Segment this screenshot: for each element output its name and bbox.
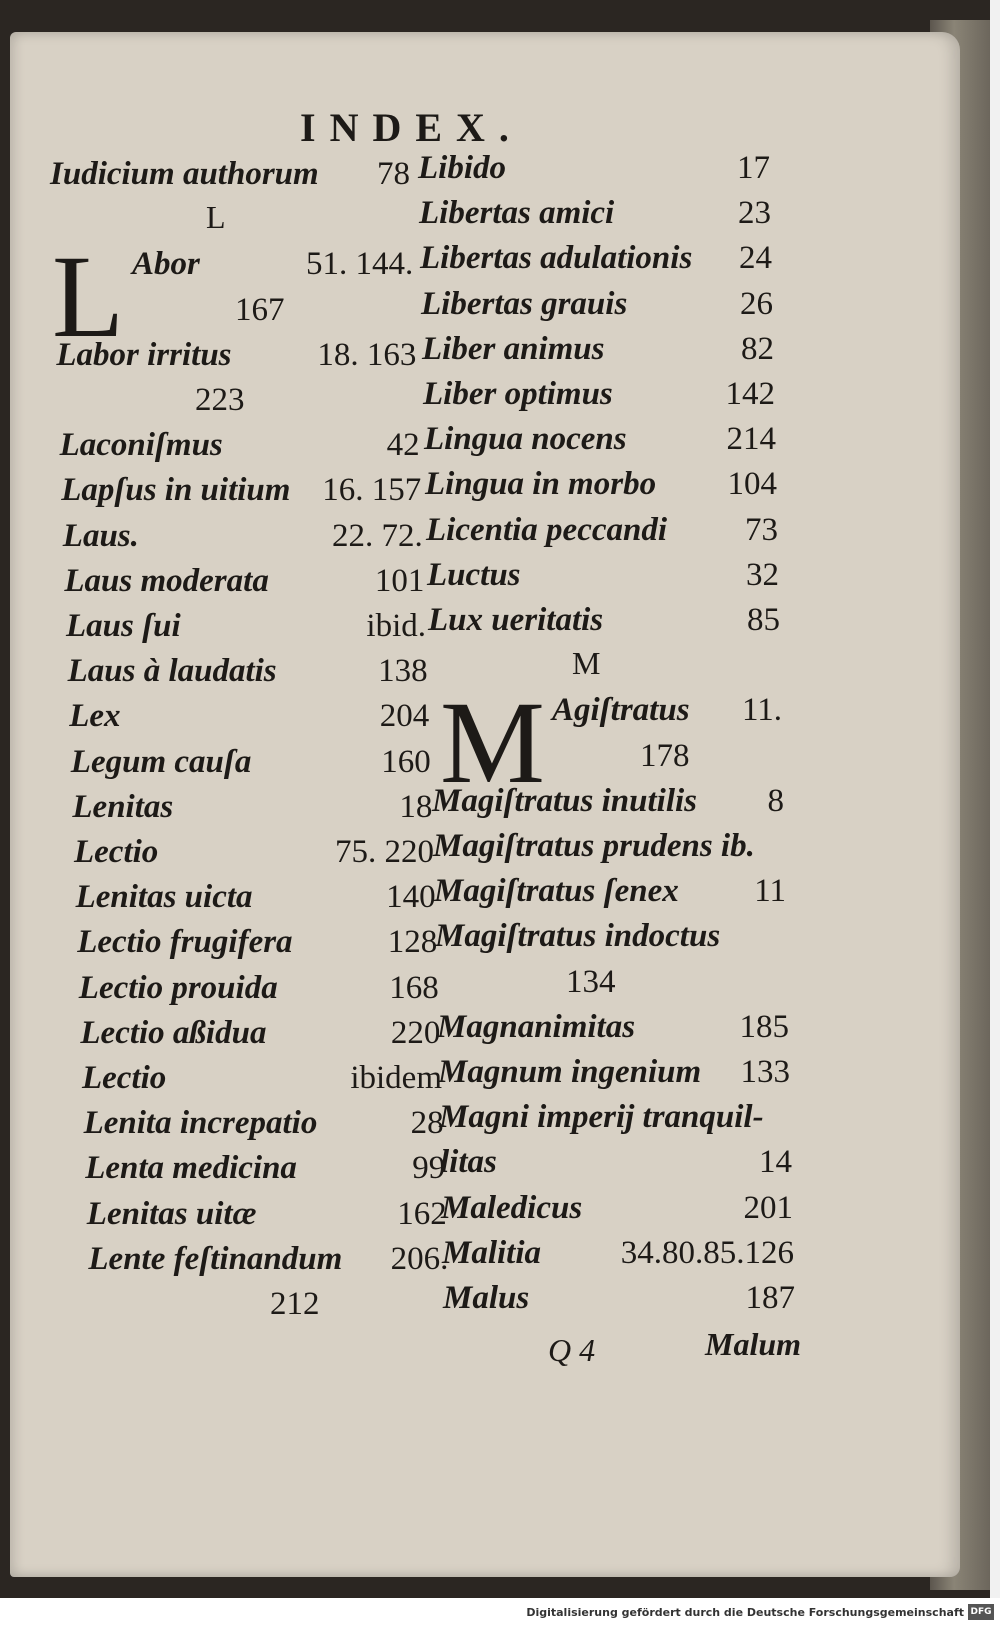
index-term: Libertas adulationis [420,240,693,277]
page-reference: 18 [399,788,433,825]
continued-ref: 178 [640,737,690,774]
drop-cap: L [52,231,125,363]
index-term: Laconiſmus [59,427,223,464]
index-term: Maledicus [441,1189,583,1226]
page-reference: 187 [745,1280,795,1316]
page-reference: 18. 163 [317,336,417,373]
index-term: Magiſtratus indoctus [435,918,721,955]
page-reference: 51. 144. [305,246,414,283]
page-reference: ibid. [366,608,426,644]
page-reference: 11 [754,873,786,910]
index-term: Lenitas uicta [75,879,253,916]
index-term: Lenitas [72,788,174,825]
index-term: Lux ueritatis [428,602,604,638]
index-term: Abor [132,246,200,283]
index-term: Labor irritus [56,336,232,373]
page-reference: 26 [740,285,773,322]
page-reference: 34.80.85.126 [620,1234,794,1271]
page-reference: 162 [397,1195,447,1232]
page-reference: 24 [739,240,772,277]
index-term: Magiſtratus ſenex [434,873,679,910]
index-term: Malus [443,1280,530,1316]
section-letter: L [206,199,226,236]
index-term: Laus moderata [64,562,269,599]
page-reference: 160 [381,743,431,780]
page-reference: 201 [743,1189,793,1226]
index-term: Lectio prouida [78,969,278,1006]
dfg-logo: DFG [968,1604,994,1620]
index-term: Libertas amici [419,195,615,232]
page-reference: 16. 157 [322,472,422,509]
page-reference: 82 [741,330,774,367]
index-term: Magnum ingenium [438,1054,702,1090]
page-reference: 204 [379,698,430,735]
page-reference: 73 [745,511,778,548]
index-term: Magiſtratus inutilis [432,782,698,819]
page-reference: 42 [386,427,420,464]
page-reference: 185 [739,1008,789,1045]
index-term: Malitia [442,1234,542,1271]
index-term: Libertas grauis [421,285,628,322]
page-reference: 17 [737,150,770,186]
index-term: Laus à laudatis [67,653,277,690]
page-reference: 220 [390,1014,441,1051]
page-reference: 140 [386,879,436,916]
index-term: Lectio aßidua [80,1014,267,1051]
page-reference: 8 [767,782,784,819]
index-term: Iudicium authorum [50,156,319,192]
page-reference: 99 [412,1150,446,1187]
page-reference: 85 [747,602,780,638]
index-term: Lingua in morbo [425,466,657,503]
index-term: Lente feſtinandum [88,1240,343,1277]
section-letter: M [572,645,601,682]
index-term: Lex [69,698,121,735]
index-term: Lapſus in uitium [61,472,291,509]
continued-ref: 134 [566,963,616,1000]
signature-mark: Q 4 [548,1332,596,1368]
page-reference: 22. 72. [332,517,423,554]
index-term: Liber optimus [423,376,613,412]
index-term: Liber animus [422,330,605,367]
page-reference: 206. [390,1240,449,1277]
index-term: Lectio [82,1060,167,1096]
index-term: Lenita increpatio [83,1105,318,1142]
index-term: Legum cauſa [70,743,252,780]
index-term: Magiſtratus prudens ib. [433,828,755,864]
index-term: litas [440,1144,497,1181]
page-reference: 142 [725,376,775,412]
page-reference: 14 [759,1144,792,1181]
index-term: Lingua nocens [424,421,627,458]
page-reference: ibidem [350,1060,442,1096]
book-page [10,32,960,1577]
digitization-credit: Digitalisierung gefördert durch die Deutsche Forschungsgemeinschaft [526,1606,964,1619]
index-term: Agiſtratus [552,692,690,729]
page-reference: 138 [378,653,428,690]
page-header: INDEX. [300,105,523,150]
index-term: Licentia peccandi [426,511,668,548]
page-reference: 104 [727,466,777,503]
index-term: Magni imperij tranquil- [439,1099,764,1136]
index-term: Luctus [427,556,521,593]
page-reference: 214 [726,421,776,458]
continued-ref: 223 [195,382,245,418]
index-term: Laus. [62,517,139,554]
page-reference: 128 [387,924,438,961]
page-reference: 133 [740,1054,790,1090]
page-reference: 32 [746,556,779,593]
drop-cap: M [440,677,545,809]
continued-ref: 167 [235,291,285,328]
page-reference: 78 [377,156,410,192]
page-reference: 23 [738,195,771,232]
index-term: Lenitas uitæ [86,1195,257,1232]
index-term: Magnanimitas [437,1008,636,1045]
index-term: Lectio [74,834,159,870]
page-reference: 168 [389,969,439,1006]
page-reference: 11. [741,692,782,729]
index-term: Libido [418,150,506,186]
page-reference: 101 [374,562,425,599]
catchword: Malum [705,1326,802,1362]
continued-ref: 212 [270,1286,320,1322]
page-reference: 28 [410,1105,444,1142]
index-term: Lenta medicina [85,1150,297,1187]
index-term: Lectio frugifera [77,924,293,961]
index-term: Laus ſui [66,608,181,644]
page-reference: 75. 220 [335,834,434,870]
